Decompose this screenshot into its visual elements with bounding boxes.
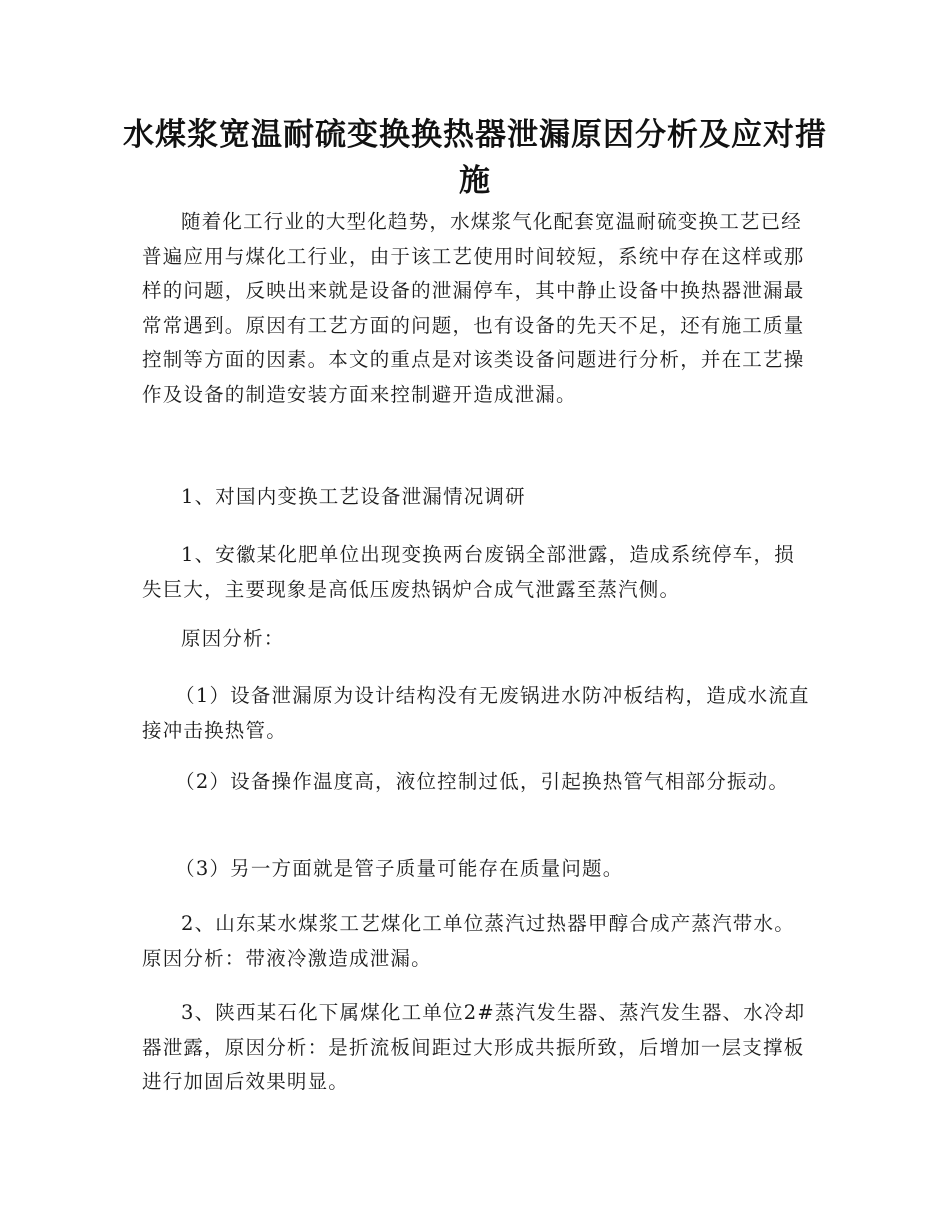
paragraph-cause-label: 原因分析： [181,627,285,650]
section-heading-survey: 1、对国内变换工艺设备泄漏情况调研 [181,485,526,508]
paragraph-intro: 随着化工行业的大型化趋势，水煤浆气化配套宽温耐硫变换工艺已经普遍应用与煤化工行业，由于该工艺使用时间较短，系统中存在这样或那样的问题，反映出来就是设备的泄漏停车，其中静止设备中换热器泄漏最常常遇到。原因有工艺方面的问题，也有设备的先天不足，还有施工质量控制等方面的因素。本文的重点是对该类设备问题进行分析，并在工艺操作及设备的制造安装方面来控制避开造成泄漏。 [142,210,805,406]
paragraph-case-anhui: 1、安徽某化肥单位出现变换两台废锅全部泄露，造成系统停车，损失巨大，主要现象是高低压废热锅炉合成气泄露至蒸汽侧。 [142,543,795,601]
paragraph-case-shaanxi: 3、陕西某石化下属煤化工单位2#蒸汽发生器、蒸汽发生器、水冷却器泄露，原因分析：是折流板间距过大形成共振所致，后增加一层支撑板进行加固后效果明显。 [142,1001,806,1093]
paragraph-cause-3: （3）另一方面就是管子质量可能存在质量问题。 [175,857,624,880]
paragraph-cause-2: （2）设备操作温度高，液位控制过低，引起换热管气相部分振动。 [175,770,790,793]
paragraph-case-shandong: 2、山东某水煤浆工艺煤化工单位蒸汽过热器甲醇合成产蒸汽带水。原因分析：带液冷激造成泄漏。 [142,912,795,970]
paragraph-cause-1: （1）设备泄漏原为设计结构没有无废锅进水防冲板结构，造成水流直接冲击换热管。 [142,684,810,742]
document-title: 水煤浆宽温耐硫变换换热器泄漏原因分析及应对措施 [123,117,827,199]
